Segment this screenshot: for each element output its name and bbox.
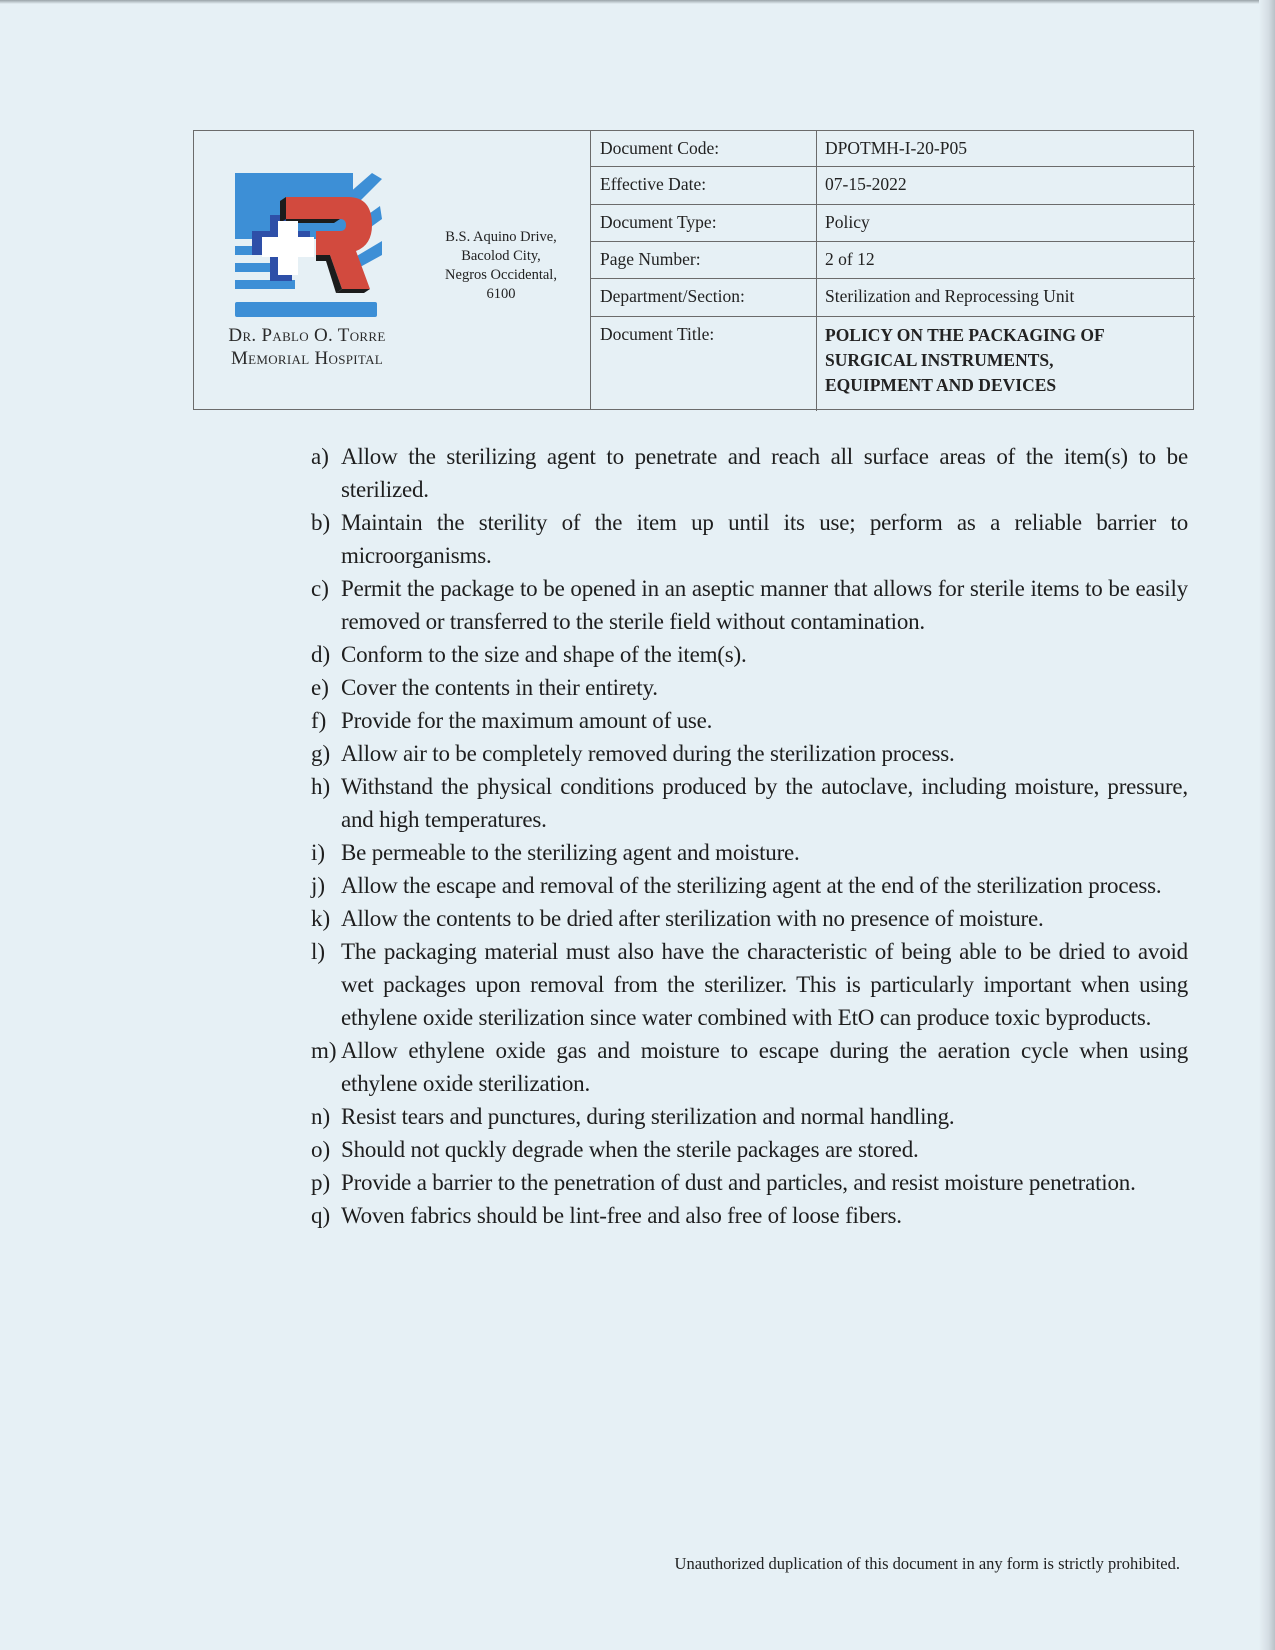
item-text: Be permeable to the sterilizing agent and moisture. [341,840,800,865]
meta-row-page-number [591,242,1195,279]
item-label: m) [311,1038,337,1063]
item-text: Woven fabrics should be lint-free and also free of loose fibers. [341,1203,902,1228]
item-text: Conform to the size and shape of the item(s). [341,642,747,667]
item-text: Withstand the physical conditions produced by the autoclave, including moisture, pressure, and high temperatures. [341,774,1188,832]
item-text: Resist tears and punctures, during sterilization and normal handling. [341,1104,955,1129]
list-item [311,440,1188,506]
hospital-name-line1: Dr. Pablo O. Torre [228,325,386,346]
item-label: i) [311,840,326,865]
address-line: Bacolod City, [461,248,541,264]
meta-label: Effective Date: [591,167,817,204]
hospital-logo-icon [230,171,384,321]
list-item [311,737,1188,770]
list-item [311,506,1188,572]
item-text: Should not quckly degrade when the sterile packages are stored. [341,1137,919,1162]
list-item [311,1133,1188,1166]
document-metadata-grid [591,131,1195,409]
meta-row-document-type [591,205,1195,242]
meta-row-department [591,279,1195,317]
meta-label: Document Type: [591,205,817,241]
item-label: q) [311,1203,331,1228]
hospital-address [416,228,586,304]
meta-label: Document Code: [591,131,817,166]
item-label: g) [311,741,331,766]
meta-row-effective-date [591,167,1195,205]
address-line: 6100 [486,286,516,302]
item-text: Allow air to be completely removed during the sterilization process. [341,741,955,766]
item-text: Allow the sterilizing agent to penetrate and reach all surface areas of the item(s) to be sterilized. [341,444,1188,502]
item-text: Maintain the sterility of the item up until its use; perform as a reliable barrier to microorganisms. [341,510,1188,568]
document-type-value: Policy [825,212,870,232]
item-label: h) [311,774,331,799]
item-label: d) [311,642,331,667]
hospital-name-line2: Memorial Hospital [230,348,384,369]
list-item [311,704,1188,737]
list-item [311,869,1188,902]
meta-row-document-title [591,317,1195,411]
scan-top-edge [0,0,1275,4]
item-label: p) [311,1170,331,1195]
document-title-line: POLICY ON THE PACKAGING OF [825,325,1105,345]
list-item [311,1034,1188,1100]
list-item [311,1166,1188,1199]
item-text: Cover the contents in their entirety. [341,675,658,700]
address-line: Negros Occidental, [445,267,557,283]
document-title-line: SURGICAL INSTRUMENTS, [825,350,1054,370]
document-title-value [817,317,1195,411]
item-label: l) [311,939,326,964]
list-item [311,572,1188,638]
meta-label: Page Number: [591,242,817,278]
item-text: Allow ethylene oxide gas and moisture to escape during the aeration cycle when using ethylene oxide sterilization. [341,1038,1188,1096]
list-item [311,770,1188,836]
item-text: Provide for the maximum amount of use. [341,708,713,733]
effective-date-value: 07-15-2022 [825,174,907,194]
item-label: k) [311,906,331,931]
item-text: The packaging material must also have the characteristic of being able to be dried to avoid wet packages upon removal from the sterilizer. This is particularly important when using ethylene oxide sterilization since water combined with EtO can produce toxic byproducts. [341,939,1188,1030]
list-item [311,1199,1188,1232]
list-item [311,935,1188,1034]
hospital-identity-block [194,131,591,409]
duplication-notice: Unauthorized duplication of this document in any form is strictly prohibited. [674,1554,1180,1573]
list-item [311,638,1188,671]
item-label: c) [311,576,329,601]
item-text: Provide a barrier to the penetration of dust and particles, and resist moisture penetration. [341,1170,1136,1195]
item-text: Allow the contents to be dried after sterilization with no presence of moisture. [341,906,1044,931]
document-header-table [193,130,1194,410]
document-code-value: DPOTMH-I-20-P05 [825,138,967,158]
item-label: n) [311,1104,331,1129]
hospital-name [204,324,410,370]
meta-row-document-code [591,131,1195,167]
list-item [311,836,1188,869]
list-item [311,902,1188,935]
packaging-requirements-list [311,440,1188,1232]
item-label: j) [311,873,326,898]
page-number-value: 2 of 12 [825,249,875,269]
document-title-line: EQUIPMENT AND DEVICES [825,375,1057,395]
meta-label: Document Title: [591,317,817,411]
item-text: Allow the escape and removal of the sterilizing agent at the end of the sterilization process. [341,873,1162,898]
meta-label: Department/Section: [591,279,817,316]
scan-right-edge [1259,0,1275,1650]
list-item [311,1100,1188,1133]
address-line: B.S. Aquino Drive, [445,229,557,245]
department-value: Sterilization and Reprocessing Unit [825,286,1075,306]
item-label: a) [311,444,329,469]
item-text: Permit the package to be opened in an aseptic manner that allows for sterile items to be easily removed or transferred to the sterile field without contamination. [341,576,1188,634]
list-item [311,671,1188,704]
item-label: f) [311,708,327,733]
item-label: e) [311,675,329,700]
item-label: o) [311,1137,331,1162]
item-label: b) [311,510,331,535]
